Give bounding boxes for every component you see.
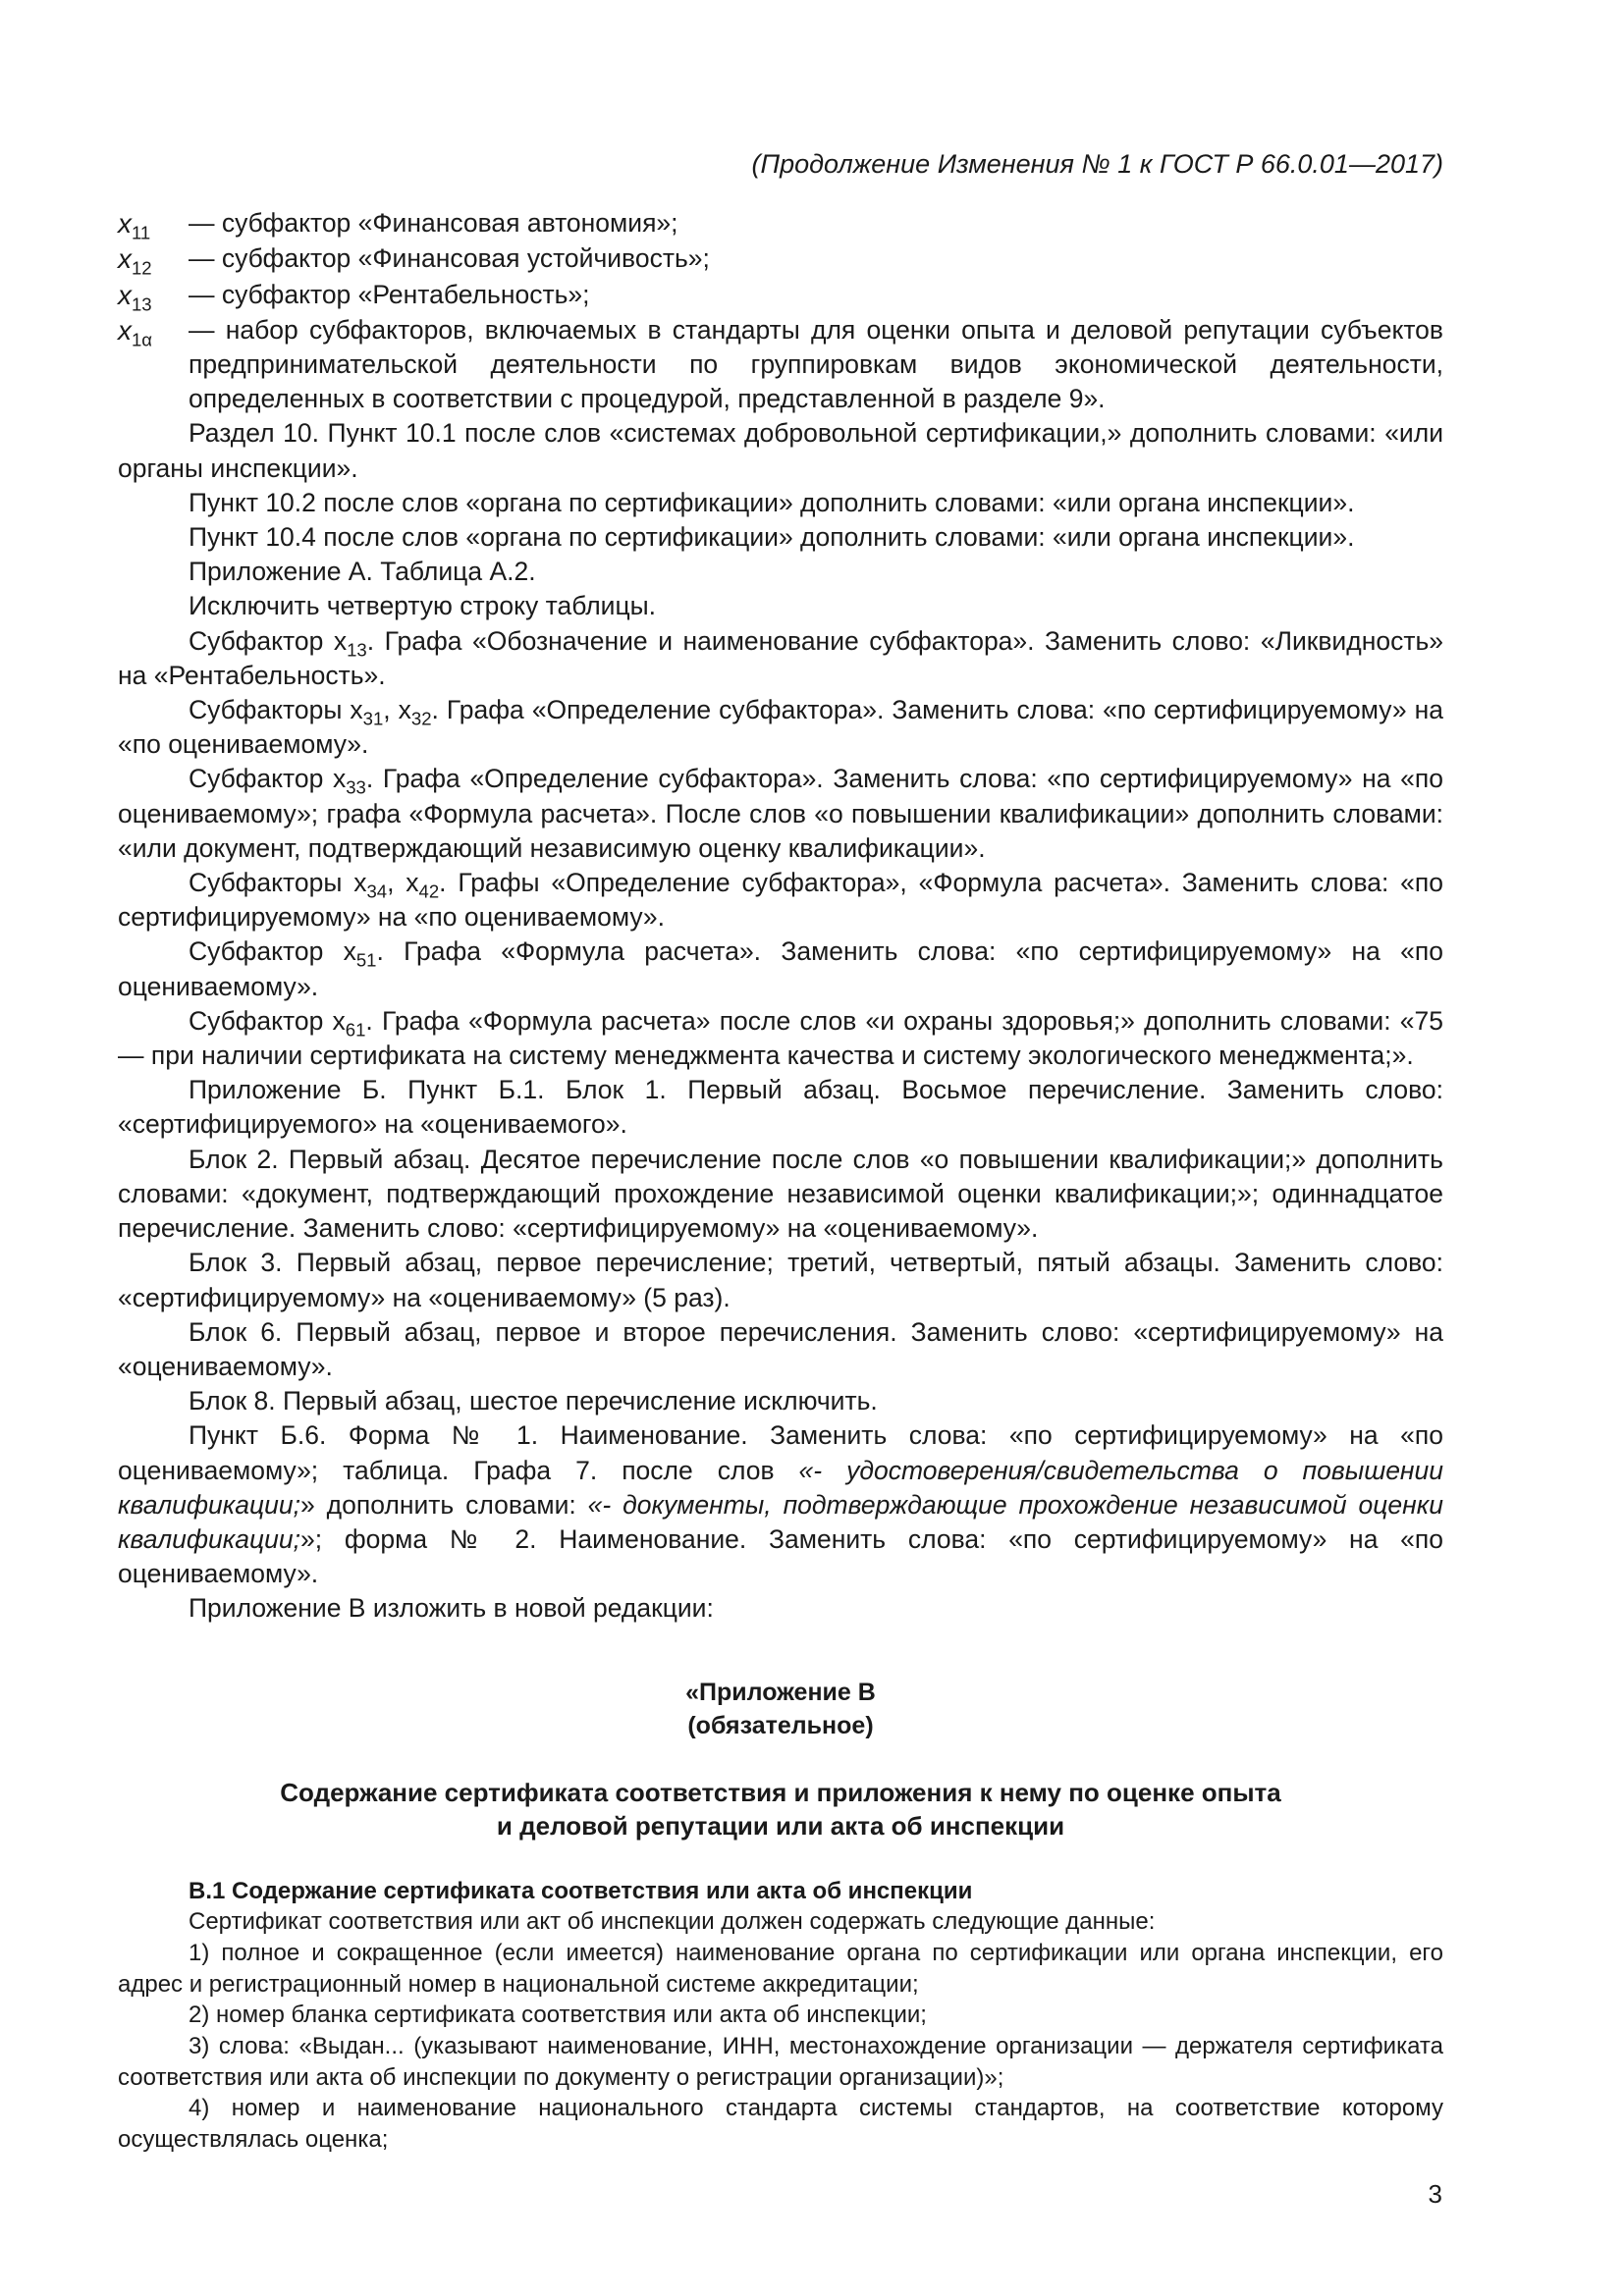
form-paragraph: Пункт Б.6. Форма № 1. Наименование. Заменить слова: «по сертифицируемому» на «по оцениваемому»; таблица. Графа 7. после слов «- удостоверения/свидетельства о повышении квалификации;» дополнить словами: «- документы, подтверждающие прохождение независимой оценки квалификации;»; форма № 2. Наименование. Заменить слова: «по сертифицируемому» на «по оцениваемому».	[118, 1420, 1443, 1589]
annex-title-line-2: и деловой репутации или акта об инспекции	[496, 1810, 1065, 1841]
paragraph: Раздел 10. Пункт 10.1 после слов «системах добровольной сертификации,» дополнить словами: «или органы инспекции».	[118, 418, 1443, 483]
list-item: 3) слова: «Выдан... (указывают наименование, ИНН, местонахождение организации — держателя сертификата соответствия или акта об инспекции по документу о регистрации организации)»;	[118, 2033, 1443, 2091]
paragraph: Блок 3. Первый абзац, первое перечисление; третий, четвертый, пятый абзацы. Заменить слово: «сертифицируемому» на «оцениваемому» (5 раз).	[118, 1248, 1443, 1312]
running-header: (Продолжение Изменения № 1 к ГОСТ Р 66.0.01—2017)	[751, 149, 1443, 179]
subfactor-paragraph: Субфактор $x_{61}$. Графа «Формула расчета» после слов «и охраны здоровья;» дополнить словами: «75 — при наличии сертификата на систему менеджмента качества и систему экологического менеджмента;».	[118, 1005, 1443, 1071]
subfactor-paragraph: Субфакторы $x_{31}$, $x_{32}$. Графа «Определение субфактора». Заменить слова: «по сертифицируемому» на «по оцениваемому».	[118, 695, 1443, 760]
definition-list	[118, 206, 1443, 416]
section-heading: В.1 Содержание сертификата соответствия или акта об инспекции	[189, 1877, 973, 1904]
subfactor-paragraph: Субфакторы $x_{34}$, $x_{42}$. Графы «Определение субфактора», «Формула расчета». Заменить слова: «по сертифицируемому» на «по оцениваемому».	[118, 868, 1443, 933]
annex-status: (обязательное)	[687, 1711, 874, 1739]
definition-item: $x_{11}$ — субфактор «Финансовая автономия»;	[118, 208, 678, 243]
annex-label: «Приложение В	[685, 1678, 876, 1706]
definition-item: $x_{12}$ — субфактор «Финансовая устойчивость»;	[118, 243, 710, 279]
paragraph: Приложение В изложить в новой редакции:	[189, 1593, 714, 1624]
subfactor-paragraph: Субфактор $x_{13}$. Графа «Обозначение и наименование субфактора». Заменить слово: «Ликвидность» на «Рентабельность».	[118, 625, 1444, 690]
paragraph: Блок 8. Первый абзац, шестое перечисление исключить.	[189, 1386, 878, 1416]
paragraph: Блок 6. Первый абзац, первое и второе перечисления. Заменить слово: «сертифицируемому» на «оцениваемому».	[118, 1316, 1443, 1381]
paragraph: Приложение А. Таблица А.2.	[189, 557, 536, 587]
paragraph: Исключить четвертую строку таблицы.	[189, 591, 657, 621]
list-item: 2) номер бланка сертификата соответствия или акта об инспекции;	[189, 2002, 927, 2029]
document-page	[118, 147, 1443, 2156]
list-item: Сертификат соответствия или акт об инспекции должен содержать следующие данные:	[189, 1908, 1156, 1936]
paragraph: Пункт 10.2 после слов «органа по сертификации» дополнить словами: «или органа инспекции».	[189, 487, 1355, 517]
list-item: 4) номер и наименование национального стандарта системы стандартов, на соответствие которому осуществлялась оценка;	[118, 2095, 1443, 2154]
paragraph: Приложение Б. Пункт Б.1. Блок 1. Первый абзац. Восьмое перечисление. Заменить слово: «сертифицируемого» на «оцениваемого».	[118, 1075, 1443, 1140]
paragraph: Пункт 10.4 после слов «органа по сертификации» дополнить словами: «или органа инспекции».	[189, 522, 1355, 553]
subfactor-paragraph: Субфактор $x_{33}$. Графа «Определение субфактора». Заменить слова: «по сертифицируемому» на «по оцениваемому»; графа «Формула расчета». После слов «о повышении квалификации» дополнить словами: «или документ, подтверждающий независимую оценку квалификации».	[118, 764, 1443, 863]
paragraph: Блок 2. Первый абзац. Десятое перечисление после слов «о повышении квалификации;» дополнить словами: «документ, подтверждающий прохождение независимой оценки квалификации;»; одиннадцатое перечисление. Заменить слово: «сертифицируемому» на «оцениваемому».	[118, 1144, 1443, 1244]
definition-item: $x_{1\alpha}$ — набор субфакторов, включаемых в стандарты для оценки опыта и деловой репутации субъектов предпринимательской деятельности по группировкам видов экономической деятельности, определенных в соответствии с процедурой, представленной в разделе 9».	[118, 314, 1443, 414]
annex-title-line-1: Содержание сертификата соответствия и приложения к нему по оценке опыта	[280, 1777, 1281, 1807]
definition-item: $x_{13}$ — субфактор «Рентабельность»;	[118, 279, 590, 315]
list-item: 1) полное и сокращенное (если имеется) наименование органа по сертификации или органа инспекции, его адрес и регистрационный номер в национальной системе аккредитации;	[118, 1939, 1443, 1998]
page-number: 3	[1428, 2179, 1442, 2209]
subfactor-paragraph: Субфактор $x_{51}$. Графа «Формула расчета». Заменить слова: «по сертифицируемому» на «по оцениваемому».	[118, 936, 1443, 1001]
